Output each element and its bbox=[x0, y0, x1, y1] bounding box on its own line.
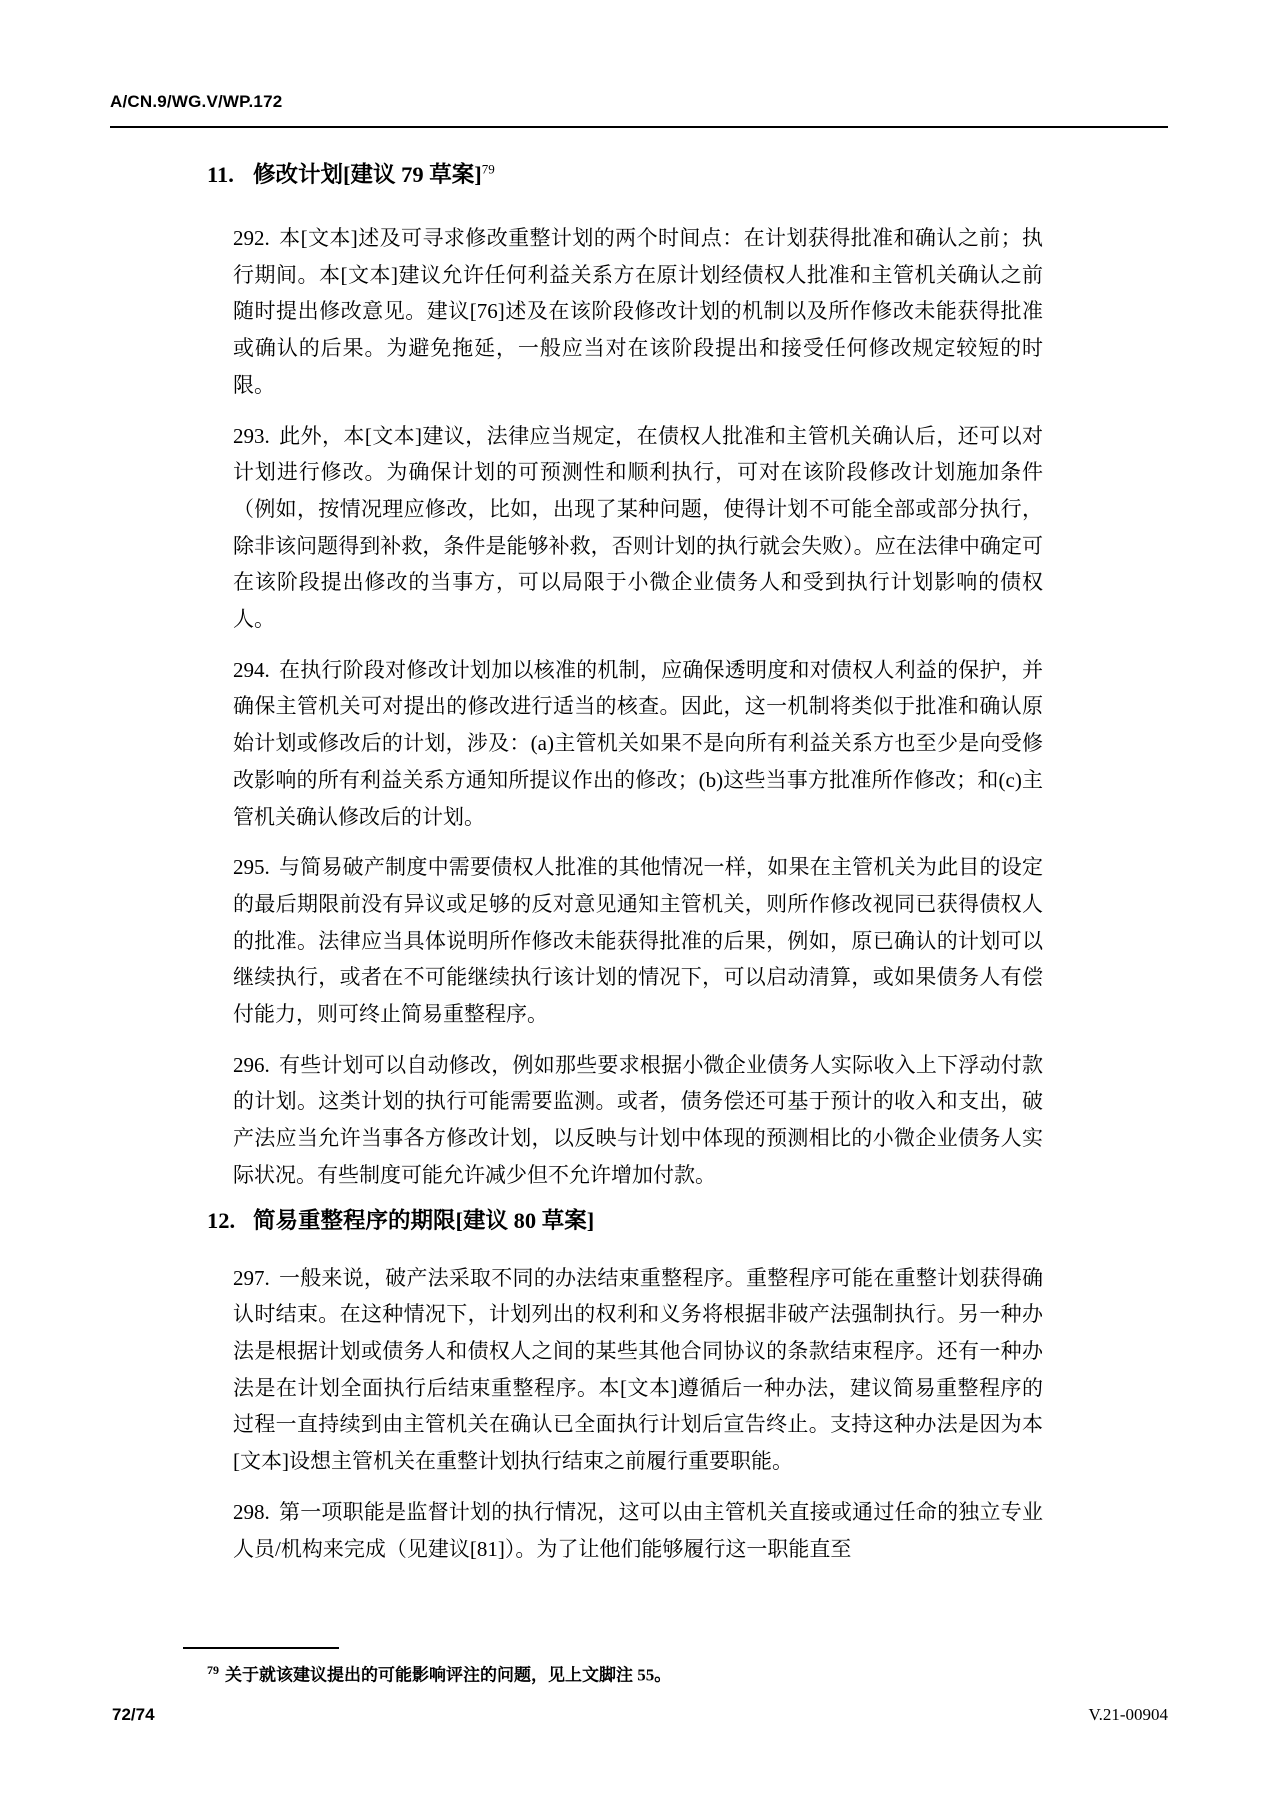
body-paragraph bbox=[233, 1260, 1043, 1480]
section-heading bbox=[207, 1206, 1168, 1236]
header-rule bbox=[110, 126, 1168, 128]
footnote-block bbox=[183, 1647, 967, 1689]
page-header bbox=[110, 0, 1168, 128]
document-body bbox=[110, 160, 1168, 1567]
doc-symbol: A/CN.9/WG.V/WP.172 bbox=[110, 92, 283, 111]
paragraph-text: 与简易破产制度中需要债权人批准的其他情况一样，如果在主管机关为此目的设定的最后期限前没有异议或足够的反对意见通知主管机关，则所作修改视同已获得债权人的批准。法律应当具体说明所作修改未能获得批准的后果，例如，原已确认的计划可以继续执行，或者在不可能继续执行该计划的情况下，可以启动清算，或如果债务人有偿付能力，则可终止简易重整程序。 bbox=[233, 855, 1043, 1027]
footnote bbox=[207, 1657, 967, 1689]
page-number: 72/74 bbox=[112, 1705, 155, 1724]
section-number: 12. bbox=[207, 1207, 236, 1233]
paragraph-text: 第一项职能是监督计划的执行情况，这可以由主管机关直接或通过任命的独立专业人员/机构来完成（见建议[81]）。为了让他们能够履行这一职能直至 bbox=[233, 1499, 1043, 1561]
body-paragraph bbox=[233, 849, 1043, 1033]
footnote-marker: 79 bbox=[207, 1663, 219, 1677]
section-number: 11. bbox=[207, 162, 234, 187]
paragraph-number: 292. bbox=[233, 226, 270, 250]
section-title: 简易重整程序的期限[建议 80 草案] bbox=[253, 1207, 595, 1233]
footnote-text: 关于就该建议提出的可能影响评注的问题，见上文脚注 55。 bbox=[225, 1665, 672, 1685]
paragraph-number: 298. bbox=[233, 1499, 270, 1524]
body-paragraph bbox=[233, 418, 1043, 638]
paragraph-text: 一般来说，破产法采取不同的办法结束重整程序。重整程序可能在重整计划获得确认时结束。在这种情况下，计划列出的权利和义务将根据非破产法强制执行。另一种办法是根据计划或债务人和债权人之间的某些其他合同协议的条款结束程序。还有一种办法是在计划全面执行后结束重整程序。本[文本]遵循后一种办法，建议简易重整程序的过程一直持续到由主管机关在确认已全面执行计划后宣告终止。支持这种办法是因为本[文本]设想主管机关在重整计划执行结束之前履行重要职能。 bbox=[233, 1265, 1043, 1474]
paragraph-number: 295. bbox=[233, 855, 270, 880]
section-title: 修改计划[建议 79 草案] bbox=[253, 162, 482, 187]
paragraph-text: 此外，本[文本]建议，法律应当规定，在债权人批准和主管机关确认后，还可以对计划进行修改。为确保计划的可预测性和顺利执行，可对在该阶段修改计划施加条件（例如，按情况理应修改，比如，出现了某种问题，使得计划不可能全部或部分执行，除非该问题得到补救，条件是能够补救，否则计划的执行就会失败）。应在法律中确定可在该阶段提出修改的当事方，可以局限于小微企业债务人和受到执行计划影响的债权人。 bbox=[233, 423, 1043, 632]
paragraph-number: 294. bbox=[233, 657, 270, 682]
paragraph-text: 有些计划可以自动修改，例如那些要求根据小微企业债务人实际收入上下浮动付款的计划。这类计划的执行可能需要监测。或者，债务偿还可基于预计的收入和支出，破产法应当允许当事各方修改计划，以反映与计划中体现的预测相比的小微企业债务人实际状况。有些制度可能允许减少但不允许增加付款。 bbox=[233, 1052, 1043, 1187]
paragraph-number: 296. bbox=[233, 1052, 270, 1077]
body-paragraph bbox=[233, 1494, 1043, 1567]
footnote-separator bbox=[183, 1647, 339, 1649]
doc-id: V.21-00904 bbox=[1088, 1705, 1168, 1724]
page-footer bbox=[112, 1705, 1168, 1725]
section-heading bbox=[207, 160, 1168, 190]
body-paragraph bbox=[233, 652, 1043, 836]
paragraph-text: 在执行阶段对修改计划加以核准的机制，应确保透明度和对债权人利益的保护，并确保主管机关可对提出的修改进行适当的核查。因此，这一机制将类似于批准和确认原始计划或修改后的计划，涉及：(a)主管机关如果不是向所有利益关系方也至少是向受修改影响的所有利益关系方通知所提议作出的修改；(b)这些当事方批准所作修改；和(c)主管机关确认修改后的计划。 bbox=[233, 657, 1043, 829]
paragraph-number: 297. bbox=[233, 1265, 270, 1290]
body-paragraph bbox=[233, 220, 1043, 404]
body-paragraph bbox=[233, 1047, 1043, 1194]
footnote-reference: 79 bbox=[481, 161, 495, 177]
paragraph-number: 293. bbox=[233, 423, 270, 448]
paragraph-text: 本[文本]述及可寻求修改重整计划的两个时间点：在计划获得批准和确认之前；执行期间。本[文本]建议允许任何利益关系方在原计划经债权人批准和主管机关确认之前随时提出修改意见。建议[76]述及在该阶段修改计划的机制以及所作修改未能获得批准或确认的后果。为避免拖延，一般应当对在该阶段提出和接受任何修改规定较短的时限。 bbox=[233, 226, 1043, 397]
